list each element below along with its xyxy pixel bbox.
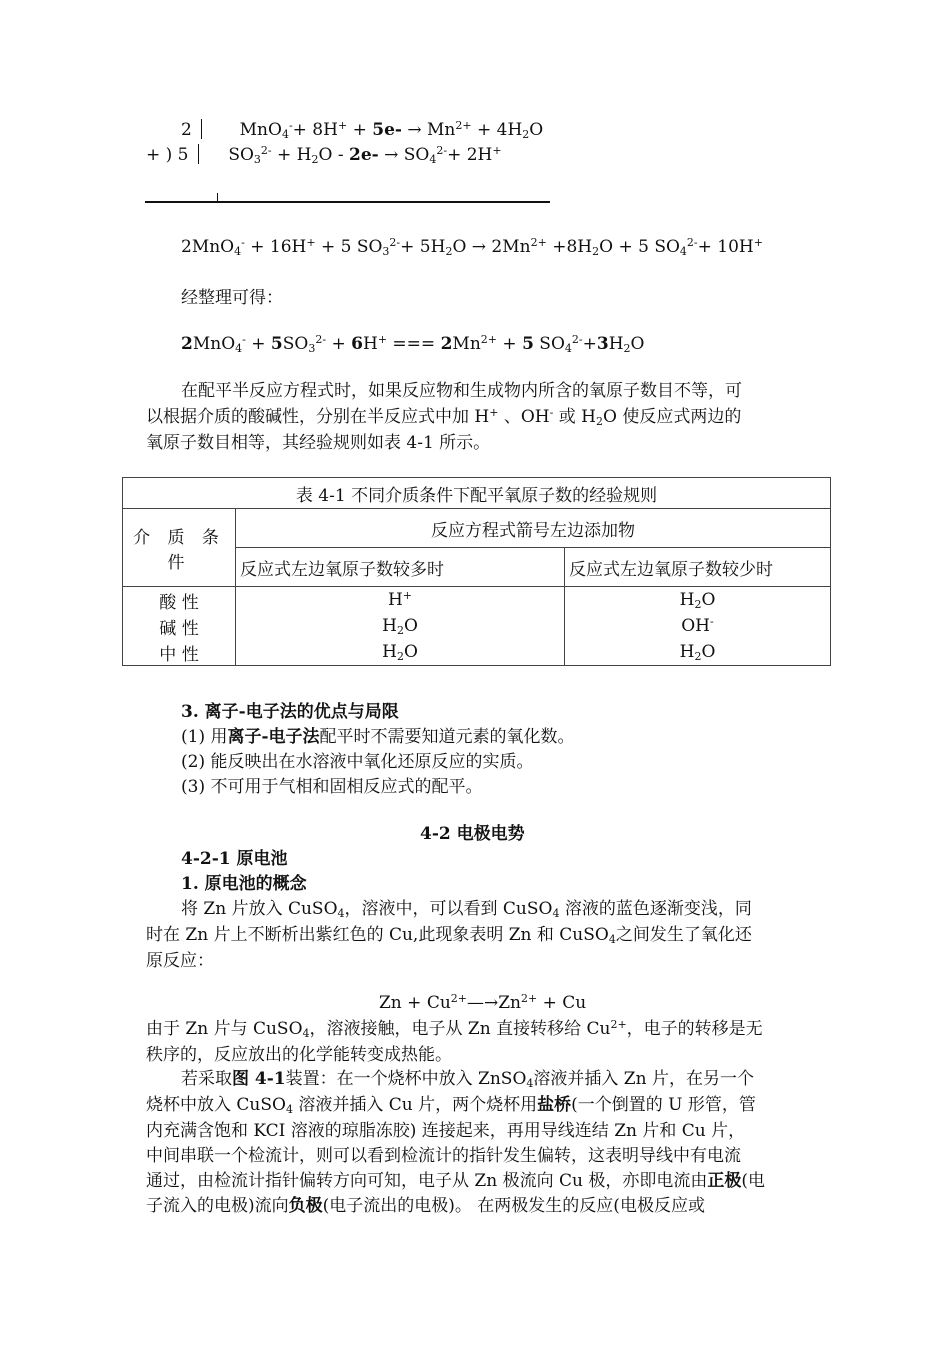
para4-line3: 内充满含饱和 KCI 溶液的琼脂冻胶) 连接起来，再用导线连结 Zn 片和 Cu 片， <box>146 1121 746 1141</box>
sum-rule-tick <box>217 193 218 202</box>
table-row <box>123 613 831 639</box>
subsection1-title: 1. 原电池的概念 <box>181 874 307 894</box>
para4-line4: 中间串联一个检流计，则可以看到检流计的指针发生偏转，这表明导线中有电流 <box>146 1146 741 1166</box>
group-header: 反应方程式箭号左边添加物 <box>236 509 831 548</box>
section3-item1: (1) 用离子-电子法配平时不需要知道元素的氧化数。 <box>181 727 575 747</box>
para4-line2: 烧杯中放入 CuSO$_4$ 溶液并插入 Cu 片，两个烧杯用盐桥(一个倒置的 U 形管，管 <box>146 1095 756 1116</box>
row-medium: 中 性 <box>123 639 236 666</box>
row-more: $H_2O$ <box>236 639 565 666</box>
col-header-more: 反应式左边氧原子数较多时 <box>236 548 565 587</box>
para4-line1: 若采取图 4-1装置：在一个烧杯中放入 ZnSO$_4$溶液并插入 Zn 片，在另一个 <box>181 1069 754 1090</box>
row-more: H+ <box>236 587 565 614</box>
final-equation: $2MnO_4^- + 5SO_3^{2-} + 6H^+$ === $2Mn^{2+} + 5$ $SO_4^{2-}+3H_2O$ <box>181 333 645 355</box>
para1-line3: 氧原子数目相等，其经验规则如表 4-1 所示。 <box>146 433 491 453</box>
row-less: $H_2O$ <box>565 639 831 666</box>
para2-line2: 时在 Zn 片上不断析出紫红色的 Cu,此现象表明 Zn 和 CuSO$_4$之间发生了氧化还 <box>146 925 752 946</box>
para2-line1: 将 Zn 片放入 CuSO$_4$，溶液中，可以看到 CuSO$_4$ 溶液的蓝色逐渐变浅，同 <box>181 899 752 920</box>
section3-title: 3. 离子-电子法的优点与局限 <box>181 702 399 722</box>
after-label: 经整理可得： <box>181 288 283 308</box>
table-caption: 表 4-1 不同介质条件下配平氧原子数的经验规则 <box>123 478 831 509</box>
para2-line3: 原反应： <box>146 951 214 971</box>
row-less: $H_2O$ <box>565 587 831 614</box>
para1-line1: 在配平半反应方程式时，如果反应物和生成物内所含的氧原子数目不等，可 <box>181 381 742 401</box>
para3-line2: 秩序的，反应放出的化学能转变成热能。 <box>146 1045 452 1065</box>
row-more: $H_2O$ <box>236 613 565 639</box>
summed-equation: 2MnO$_4$- + 16H+ + 5 $SO_3^{2-}+ 5H_2O \to 2Mn^{2+} +8H_2O + 5$ $SO_4^{2-}+ 10H^+$ <box>181 236 763 258</box>
row-less: OH- <box>565 613 831 639</box>
half-reaction-1: 2 $MnO_4^-+ 8H^+ + 5e- \to Mn^{2+} + 4H_2O$ <box>181 119 544 141</box>
rules-table <box>122 477 831 666</box>
section3-item3: (3) 不可用于气相和固相反应式的配平。 <box>181 777 483 797</box>
para4-line6: 子流入的电极)流向负极(电子流出的电极)。 在两极发生的反应(电极反应或 <box>146 1196 705 1216</box>
section42-title: 4-2 电极电势 <box>420 824 525 844</box>
para4-line5: 通过，由检流计指针偏转方向可知，电子从 Zn 极流向 Cu 极，亦即电流由正极(电 <box>146 1171 765 1191</box>
zn-cu-equation: $Zn + Cu^{2+}—\to Zn^{2+} + Cu$ <box>379 992 587 1013</box>
para3-line1: 由于 Zn 片与 CuSO$_4$，溶液接触，电子从 Zn 直接转移给 $Cu^{2+}$，电子的转移是无 <box>146 1018 763 1040</box>
table-row <box>123 587 831 614</box>
half-reaction-2: + ) 5 $SO_3^{2-} + H_2O - 2e- \to SO_4^{2-}+ 2H^+$ <box>146 144 502 166</box>
col-header-less: 反应式左边氧原子数较少时 <box>565 548 831 587</box>
para1-line2: 以根据介质的酸碱性，分别在半反应式中加 H+ 、OH- 或 $H_2O$ 使反应式两边的 <box>146 406 742 428</box>
medium-header: 介 质 条 件 <box>123 509 236 587</box>
section3-item2: (2) 能反映出在水溶液中氧化还原反应的实质。 <box>181 752 534 772</box>
table-row <box>123 639 831 666</box>
row-medium: 碱 性 <box>123 613 236 639</box>
section421-title: 4-2-1 原电池 <box>181 849 288 869</box>
row-medium: 酸 性 <box>123 587 236 614</box>
sum-rule-line <box>145 201 550 203</box>
